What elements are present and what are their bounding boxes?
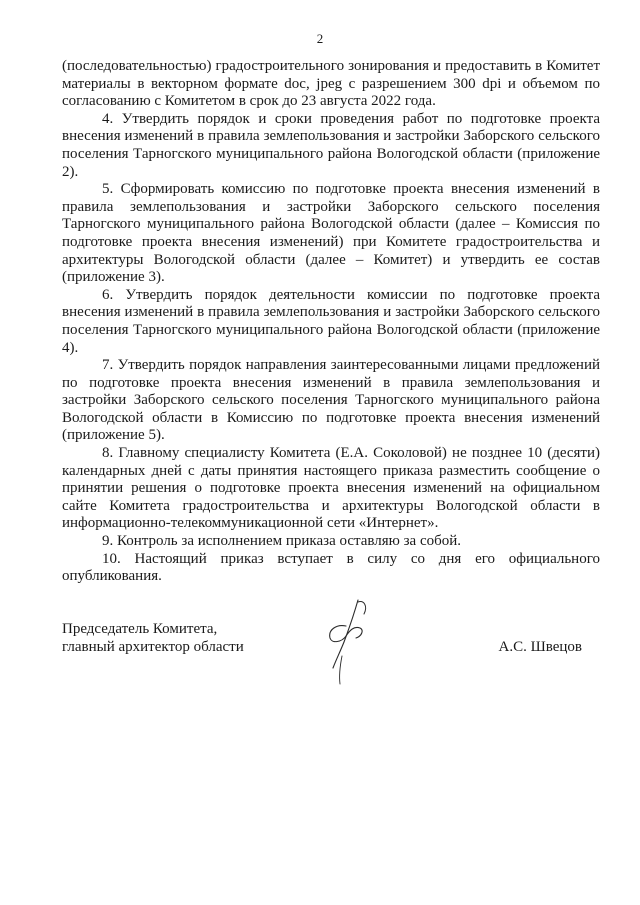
signature-block [62,620,600,700]
paragraph-item-9: 9. Контроль за исполнением приказа оставляю за собой. [102,533,462,550]
handwritten-signature [320,596,380,688]
paragraph-item-5: 5. Сформировать комиссию по подготовке проекта внесения изменений в правила землепользования и застройки Заборского сельского поселения Тарногского муниципального района Вологодской области (далее – Комиссия по подготовке проекта внесения изменений) при Комитете градостроительства и архитектуры Вологодской области (далее – Комитет) и утвердить ее состав (приложение 3). [62,181,600,286]
document-body [62,58,600,586]
paragraph-item-10: 10. Настоящий приказ вступает в силу со дня его официального опубликования. [62,550,600,585]
page-number: 2 [316,31,324,46]
paragraph-item-4: 4. Утвердить порядок и сроки проведения работ по подготовке проекта внесения изменений в правила землепользования и застройки Заборского сельского поселения Тарногского муниципального района Вологодской области (приложение 2). [62,110,600,180]
signer-position-line-1: Председатель Комитета, [62,621,218,637]
signer-name: А.С. Швецов [498,639,582,655]
signer-position-line-2: главный архитектор области [62,639,244,655]
paragraph-item-7: 7. Утвердить порядок направления заинтересованными лицами предложений по подготовке проекта внесения изменений в правила землепользования и застройки Заборского сельского поселения Тарногского муниципального района Вологодской области в Комиссию по подготовке проекта внесения изменений (приложение 5). [62,357,600,444]
paragraph-item-8: 8. Главному специалисту Комитета (Е.А. Соколовой) не позднее 10 (десяти) календарных дней с даты принятия настоящего приказа разместить сообщение о принятии решения о подготовке проекта внесения изменений на официальном сайте Комитета градостроительства и архитектуры Вологодской области в информационно-телекоммуникационной сети «Интернет». [62,445,600,532]
paragraph-item-6: 6. Утвердить порядок деятельности комиссии по подготовке проекта внесения изменений в правила землепользования и застройки Заборского сельского поселения Тарногского муниципального района Вологодской области (приложение 4). [62,286,600,356]
signer-position [62,620,244,656]
paragraph-continuation: (последовательностью) градостроительного зонирования и предоставить в Комитет материалы в векторном формате doc, jpeg с разрешением 300 dpi и объемом по согласованию с Комитетом в срок до 23 августа 2022 года. [62,58,600,110]
